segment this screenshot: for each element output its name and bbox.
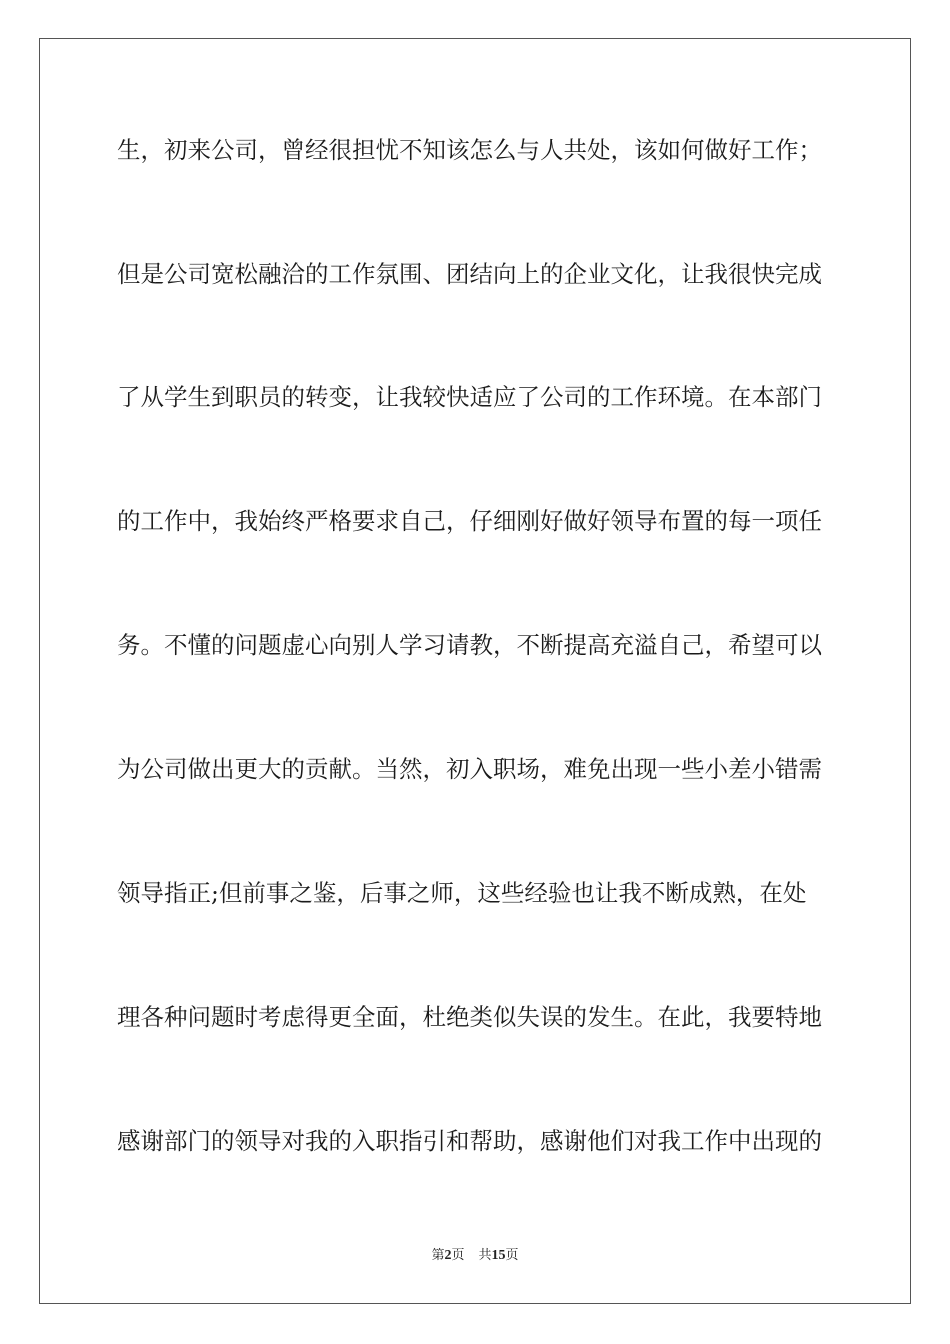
total-suffix: 页	[505, 1248, 519, 1263]
text-line: 但是公司宽松融洽的工作氛围、团结向上的企业文化，让我很快完成	[117, 260, 822, 288]
text-line: 了从学生到职员的转变，让我较快适应了公司的工作环境。在本部门	[117, 383, 822, 411]
text-line: 领导指正;但前事之鉴，后事之师，这些经验也让我不断成熟，在处	[117, 879, 807, 907]
page-border	[39, 38, 911, 1304]
page-footer	[0, 1247, 950, 1265]
total-prefix: 共	[478, 1248, 492, 1263]
text-line: 理各种问题时考虑得更全面，杜绝类似失误的发生。在此，我要特地	[117, 1003, 822, 1031]
page-suffix: 页	[451, 1248, 465, 1263]
text-line: 的工作中，我始终严格要求自己，仔细刚好做好领导布置的每一项任	[117, 507, 822, 535]
text-line: 务。不懂的问题虚心向别人学习请教，不断提高充溢自己，希望可以	[117, 631, 822, 659]
text-line: 为公司做出更大的贡献。当然，初入职场，难免出现一些小差小错需	[117, 755, 822, 783]
page-prefix: 第	[431, 1248, 445, 1263]
total-pages: 15	[491, 1248, 506, 1263]
text-line: 生，初来公司，曾经很担忧不知该怎么与人共处，该如何做好工作；	[117, 136, 822, 164]
text-line: 感谢部门的领导对我的入职指引和帮助，感谢他们对我工作中出现的	[117, 1127, 822, 1155]
page-number: 2	[444, 1248, 452, 1263]
